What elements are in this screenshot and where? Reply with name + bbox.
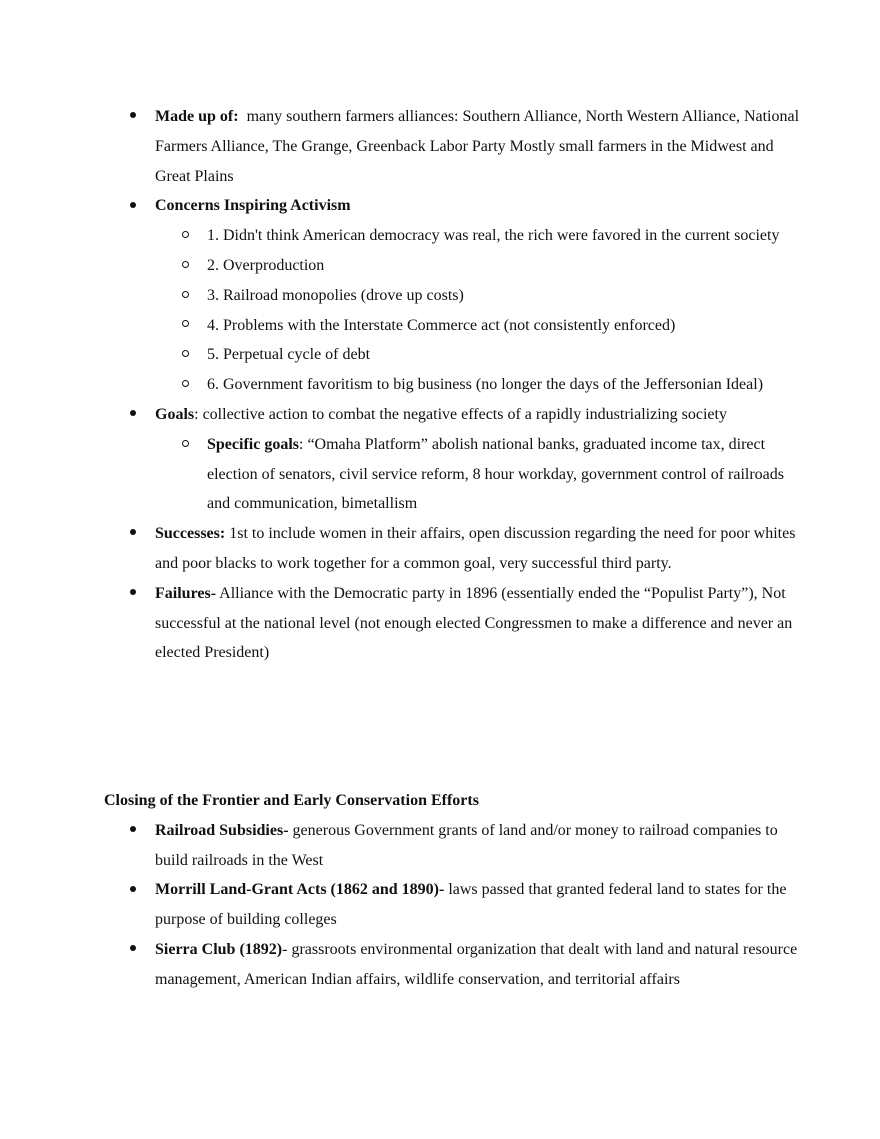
made-up-of-label: Made up of: bbox=[155, 108, 239, 125]
successes-label: Successes: bbox=[155, 525, 226, 543]
circle-bullet-icon bbox=[179, 251, 191, 281]
bullet-icon bbox=[128, 400, 138, 430]
item-text: generous Government grants of land and/or money to railroad companies to build railroads in the West bbox=[155, 821, 778, 869]
list-item-successes bbox=[104, 519, 804, 579]
list-item-sierra-club bbox=[104, 935, 804, 995]
circle-bullet-icon bbox=[179, 340, 191, 370]
item-label: Sierra Club (1892) bbox=[155, 940, 283, 958]
frontier-list bbox=[104, 816, 804, 995]
bullet-icon bbox=[128, 875, 138, 905]
concerns-sublist bbox=[155, 221, 804, 400]
concern-item-3 bbox=[104, 281, 804, 311]
concerns-label: Concerns Inspiring Activism bbox=[155, 197, 351, 215]
list-item-failures bbox=[104, 579, 804, 668]
circle-bullet-icon bbox=[179, 430, 191, 460]
successes-text: 1st to include women in their affairs, open discussion regarding the need for poor whites and poor blacks to work together for a common goal, very successful third party. bbox=[155, 525, 796, 572]
circle-bullet-icon bbox=[179, 281, 191, 311]
item-label: Morrill Land-Grant Acts (1862 and 1890)- bbox=[155, 881, 445, 899]
failures-text: Alliance with the Democratic party in 1896 (essentially ended the “Populist Party”), Not successful at the national level (not enough elected Congressmen to make a difference and never an elected President) bbox=[155, 584, 793, 662]
concern-item-5 bbox=[104, 340, 804, 370]
list-item-made-up-of bbox=[104, 102, 804, 191]
concern-item-6 bbox=[104, 370, 804, 400]
circle-bullet-icon bbox=[179, 370, 191, 400]
goals-sublist bbox=[155, 430, 804, 519]
goals-text: : collective action to combat the negative effects of a rapidly industrializing society bbox=[194, 405, 727, 423]
concern-text: 6. Government favoritism to big business (no longer the days of the Jeffersonian Ideal) bbox=[207, 376, 764, 394]
populist-list bbox=[104, 102, 804, 668]
specific-goals-text: : “Omaha Platform” abolish national banks, graduated income tax, direct election of senators, civil service reform, 8 hour workday, government control of railroads and communication, bimetallism bbox=[207, 435, 784, 513]
list-item-concerns bbox=[104, 191, 804, 400]
concern-text: 4. Problems with the Interstate Commerce act (not consistently enforced) bbox=[207, 316, 676, 334]
list-item-railroad-subsidies bbox=[104, 816, 804, 876]
bullet-icon bbox=[128, 816, 138, 846]
list-item-goals bbox=[104, 400, 804, 519]
concern-text: 1. Didn't think American democracy was real, the rich were favored in the current society bbox=[207, 227, 780, 245]
specific-goals-label: Specific goals bbox=[207, 435, 299, 453]
item-text: laws passed that granted federal land to states for the purpose of building colleges bbox=[155, 881, 787, 929]
goals-label: Goals bbox=[155, 405, 195, 423]
made-up-of-text: many southern farmers alliances: Southern Alliance, North Western Alliance, National Farmers Alliance, The Grange, Greenback Labor Party Mostly small farmers in the Midwest and Great Plains bbox=[155, 108, 804, 185]
concern-text: 3. Railroad monopolies (drove up costs) bbox=[207, 286, 464, 304]
concern-text: 5. Perpetual cycle of debt bbox=[207, 346, 371, 364]
concern-item-4 bbox=[104, 311, 804, 341]
item-text: - grassroots environmental organization that dealt with land and natural resource management, American Indian affairs, wildlife conservation, and territorial affairs bbox=[155, 940, 798, 988]
bullet-icon bbox=[128, 102, 138, 132]
frontier-section bbox=[104, 786, 804, 995]
bullet-icon bbox=[128, 935, 138, 965]
bullet-icon bbox=[128, 519, 138, 549]
item-label: Railroad Subsidies- bbox=[155, 821, 289, 839]
section-heading: Closing of the Frontier and Early Conservation Efforts bbox=[104, 792, 479, 809]
concern-item-1 bbox=[104, 221, 804, 251]
circle-bullet-icon bbox=[179, 221, 191, 251]
concern-item-2 bbox=[104, 251, 804, 281]
bullet-icon bbox=[128, 579, 138, 609]
list-item-morrill-acts bbox=[104, 875, 804, 935]
concern-text: 2. Overproduction bbox=[207, 256, 325, 274]
failures-label: Failures- bbox=[155, 584, 217, 602]
circle-bullet-icon bbox=[179, 311, 191, 341]
populist-section bbox=[104, 102, 804, 668]
bullet-icon bbox=[128, 191, 138, 221]
specific-goals-item bbox=[104, 430, 804, 519]
